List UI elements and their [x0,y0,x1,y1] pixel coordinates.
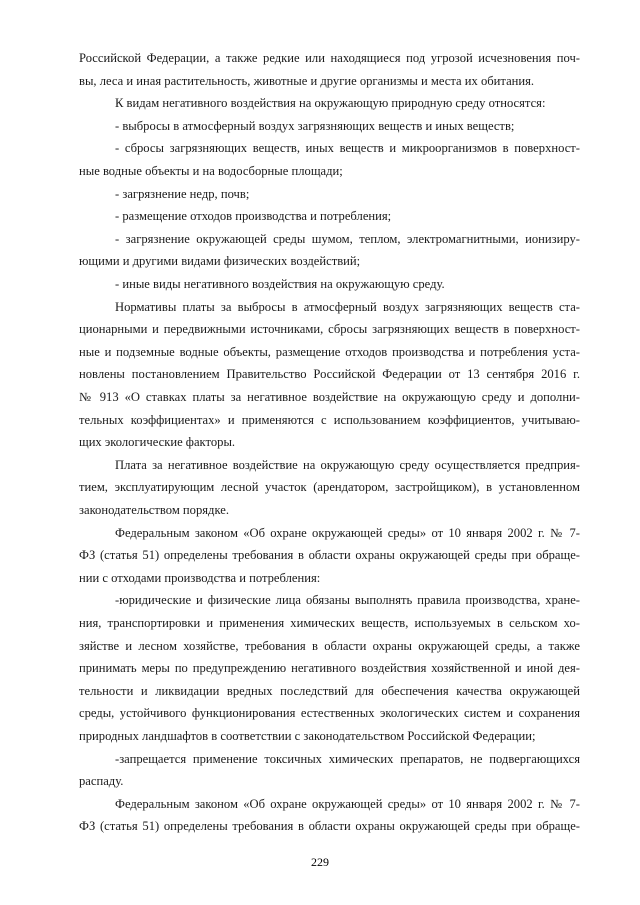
text-line: природных ландшафтов в соответствии с законодательством Российской Федерации; [79,729,536,743]
text-line: распаду. [79,774,124,789]
text-line: Федеральным законом «Об охране окружающей среды» от 10 января 2002 г. № 7- [115,796,580,811]
text-line: - загрязнение недр, почв; [115,186,250,201]
text-line: - выбросы в атмосферный воздух загрязняющих веществ и иных веществ; [115,118,515,133]
text-line: ные и подземные водные объекты, размещение отходов производства и потребления уста- [79,344,580,359]
text-line: ные водные объекты и на водосборные площади; [79,164,343,178]
text-line: -запрещается применение токсичных химических препаратов, не подвергающихся [115,751,580,766]
text-line: среды, устойчивого функционирования естественных экологических систем и сохранения [79,706,580,721]
text-line: ФЗ (статья 51) определены требования в области охраны окружающей среды при обраще- [79,819,580,834]
text-line: № 913 «О ставках платы за негативное воздействие на окружающую среду и дополни- [79,390,580,404]
text-line: ющими и другими видами физических воздействий; [79,254,361,269]
text-line: - размещение отходов производства и потребления; [115,209,392,224]
text-line: К видам негативного воздействия на окружающую природную среду относятся: [115,96,546,111]
text-line: тельности и ликвидации вредных последствий для обеспечения качества окружающей [79,683,580,698]
text-line: -юридические и физические лица обязаны выполнять правила производства, хране- [115,593,580,608]
text-line: Нормативы платы за выбросы в атмосферный воздух загрязняющих веществ ста- [115,299,580,314]
text-line: Российской Федерации, а также редкие или находящиеся под угрозой исчезновения поч- [79,51,580,65]
text-line: - иные виды негативного воздействия на окружающую среду. [115,277,445,291]
text-line: ФЗ (статья 51) определены требования в области охраны окружающей среды при обраще- [79,548,580,563]
text-line: - сбросы загрязняющих веществ, иных веществ и микроорганизмов в поверхност- [115,141,580,156]
text-line: ния, транспортировки и применения химических веществ, используемых в сельском хо- [79,616,580,630]
text-line: законодательством порядке. [79,503,230,517]
text-line: ционарными и передвижными источниками, сбросы загрязняющих веществ в поверхност- [79,322,580,337]
text-line: тием, эксплуатирующим лесной участок (арендатором, застройщиком), в установленном [79,480,580,495]
page-number: 229 [311,855,329,869]
text-line: Федеральным законом «Об охране окружающей среды» от 10 января 2002 г. № 7- [115,525,580,540]
text-line: - загрязнение окружающей среды шумом, теплом, электромагнитными, ионизиру- [115,231,580,246]
text-line: щих экологические факторы. [79,435,236,450]
text-line: Плата за негативное воздействие на окружающую среду осуществляется предприя- [115,457,580,472]
text-line: зяйстве и лесном хозяйстве, требования в области охраны окружающей среды, а также [79,638,580,653]
text-line: новлены постановлением Правительство Российской Федерации от 13 сентября 2016 г. [79,367,580,382]
text-line: нии с отходами производства и потребления: [79,570,321,585]
text-line: принимать меры по предупреждению негативного воздействия хозяйственной и иной дея- [79,661,580,676]
text-line: тельных коэффициентах» и применяются с использованием коэффициентов, учитываю- [79,412,580,427]
text-line: вы, леса и иная растительность, животные и другие организмы и места их обитания. [79,73,535,88]
